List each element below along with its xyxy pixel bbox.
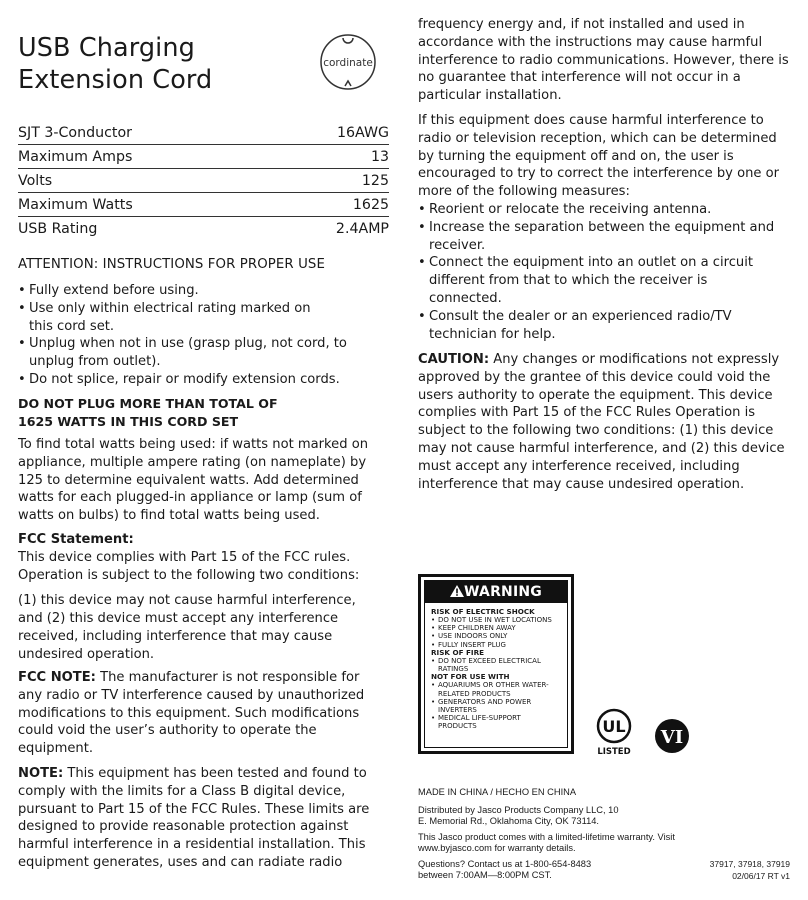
attention-heading: ATTENTION: INSTRUCTIONS FOR PROPER USE bbox=[18, 257, 325, 272]
ul-listed-text: LISTED bbox=[597, 747, 631, 757]
list-item: • Connect the equipment into an outlet on a circuit different from that to which the receiver is connected. bbox=[418, 254, 779, 307]
spec-label: Maximum Watts bbox=[18, 196, 133, 213]
model-numbers: 37917, 37918, 37919 bbox=[709, 859, 790, 869]
caution-paragraph bbox=[418, 351, 790, 493]
spec-value: 1625 bbox=[352, 196, 389, 213]
logo-text: cordinate bbox=[323, 57, 373, 69]
warning-section-title: RISK OF ELECTRIC SHOCK bbox=[431, 607, 535, 616]
do-not-plug-warning: DO NOT PLUG MORE THAN TOTAL OF 1625 WATTS IN THIS CORD SET bbox=[18, 396, 278, 429]
note-paragraph bbox=[18, 765, 380, 872]
spec-label: Maximum Amps bbox=[18, 148, 133, 165]
ul-logo-icon bbox=[594, 708, 634, 758]
list-item: • KEEP CHILDREN AWAY bbox=[431, 624, 561, 632]
vi-mark bbox=[654, 718, 690, 754]
interference-paragraph: If this equipment does cause harmful interference to radio or television reception, which can be determined by turning the equipment off and on, the user is encouraged to try to correct the interference by one or more of the following measures: bbox=[418, 113, 779, 200]
note-text: This equipment has been tested and found to comply with the limits for a Class B digital device, pursuant to Part 15 of the FCC Rules. These limits are designed to provide reasonable protection against harmful interference in a residential installation. This equipment generates, uses and can radiate radio bbox=[18, 766, 370, 870]
warranty-text: This Jasco product comes with a limited-lifetime warranty. Visit www.byjasco.com for warranty details. bbox=[418, 831, 675, 853]
fcc-statement bbox=[18, 531, 380, 664]
fcc-note-label: FCC NOTE: bbox=[18, 670, 96, 685]
spec-label: USB Rating bbox=[18, 220, 98, 237]
spec-value: 2.4AMP bbox=[335, 220, 389, 237]
distributed-by: Distributed by Jasco Products Company LLC, 10 E. Memorial Rd., Oklahoma City, OK 73114. bbox=[418, 804, 619, 826]
spec-value: 125 bbox=[361, 172, 389, 189]
spec-label: SJT 3-Conductor bbox=[18, 124, 132, 141]
spec-table bbox=[18, 121, 389, 240]
ul-text: UL bbox=[602, 717, 626, 736]
spec-value: 16AWG bbox=[336, 124, 389, 141]
warning-label bbox=[418, 574, 574, 754]
revision-date: 02/06/17 RT v1 bbox=[732, 870, 790, 881]
list-item: • USE INDOORS ONLY bbox=[431, 632, 561, 640]
spec-row bbox=[18, 217, 389, 240]
cordinate-logo bbox=[318, 32, 378, 92]
spec-value: 13 bbox=[370, 148, 389, 165]
warning-section-title: RISK OF FIRE bbox=[431, 647, 485, 657]
attention-list bbox=[18, 282, 380, 389]
caution-text: Any changes or modifications not expressly approved by the grantee of this device could void the users authority to operate the equipment. This device complies with Part 15 of the FCC Rules Operation is subject to the following two conditions: (1) this device may not cause harmful interference, and (2) this device must accept any interference received, including interference that may cause undesired operation. bbox=[418, 352, 785, 492]
list-item: • DO NOT USE IN WET LOCATIONS bbox=[431, 616, 561, 624]
warning-heading bbox=[425, 581, 567, 603]
made-in: MADE IN CHINA / HECHO EN CHINA bbox=[418, 787, 577, 797]
attention-section bbox=[18, 256, 380, 389]
list-item: • MEDICAL LIFE-SUPPORT PRODUCTS bbox=[431, 714, 561, 730]
list-item: • Unplug when not in use (grasp plug, not cord, to unplug from outlet). bbox=[18, 335, 374, 371]
questions-text: Questions? Contact us at 1-800-654-8483 between 7:00AM—8:00PM CST. bbox=[418, 858, 592, 880]
list-item: • GENERATORS AND POWER INVERTERS bbox=[431, 698, 561, 714]
find-watts-paragraph: To find total watts being used: if watts not marked on appliance, multiple ampere rating (on nameplate) by 125 to determine equivalent watts. Add determined watts for each plugged-in appliance or lamp (sum of watts on bulbs) to find total watts being used. bbox=[18, 437, 369, 524]
list-item: • FULLY INSERT PLUG bbox=[431, 641, 561, 649]
list-item: • Increase the separation between the equipment and receiver. bbox=[418, 219, 790, 255]
caution-label: CAUTION: bbox=[418, 352, 490, 367]
list-item: • Do not splice, repair or modify extension cords. bbox=[18, 371, 380, 389]
warning-list bbox=[431, 616, 561, 648]
spec-label: Volts bbox=[18, 172, 53, 189]
list-item: • Reorient or relocate the receiving antenna. bbox=[418, 201, 790, 219]
fcc-statement-p2: (1) this device may not cause harmful interference, and (2) this device must accept any interference received, including interference that may cause undesired operation. bbox=[18, 593, 356, 662]
list-item: • Fully extend before using. bbox=[18, 282, 380, 300]
interference-section bbox=[418, 112, 790, 343]
fcc-statement-p1: This device complies with Part 15 of the FCC rules. Operation is subject to the following two conditions: bbox=[18, 549, 360, 583]
spec-row bbox=[18, 145, 389, 169]
spec-row bbox=[18, 121, 389, 145]
warning-list bbox=[431, 681, 561, 730]
fcc-statement-heading: FCC Statement: bbox=[18, 532, 134, 547]
model-info bbox=[690, 859, 790, 882]
vi-text: VI bbox=[660, 727, 684, 748]
warning-triangle-icon bbox=[450, 585, 464, 597]
note-label: NOTE: bbox=[18, 766, 64, 781]
page-title bbox=[18, 32, 308, 96]
vi-logo-icon bbox=[654, 718, 690, 754]
warning-heading-text: WARNING bbox=[464, 584, 542, 600]
fcc-note bbox=[18, 669, 380, 758]
cordinate-logo-icon bbox=[318, 32, 378, 92]
list-item: • Consult the dealer or an experienced radio/TV technician for help. bbox=[418, 308, 769, 344]
warning-section-title: NOT FOR USE WITH bbox=[431, 672, 510, 682]
spec-row bbox=[18, 169, 389, 193]
footer bbox=[418, 787, 678, 886]
fcc-note-text: The manufacturer is not responsible for any radio or TV interference caused by unauthorized modifications to this equipment. Such modifications could void the user’s authority to operate the equipment. bbox=[18, 670, 365, 757]
list-item: • DO NOT EXCEED ELECTRICAL RATINGS bbox=[431, 657, 561, 673]
list-item: • Use only within electrical rating marked on this cord set. bbox=[18, 300, 329, 336]
ul-listed-mark bbox=[594, 708, 634, 758]
list-item: • AQUARIUMS OR OTHER WATER-RELATED PRODUCTS bbox=[431, 681, 561, 697]
title-line-2: Extension Cord bbox=[18, 65, 213, 95]
title-line-1: USB Charging bbox=[18, 33, 195, 63]
spec-row bbox=[18, 193, 389, 217]
measures-list bbox=[418, 201, 790, 343]
warning-list bbox=[431, 657, 561, 673]
continued-paragraph: frequency energy and, if not installed and used in accordance with the instructions may cause harmful interference to radio communications. However, there is no guarantee that interference will not occur in a particular installation. bbox=[418, 17, 789, 104]
